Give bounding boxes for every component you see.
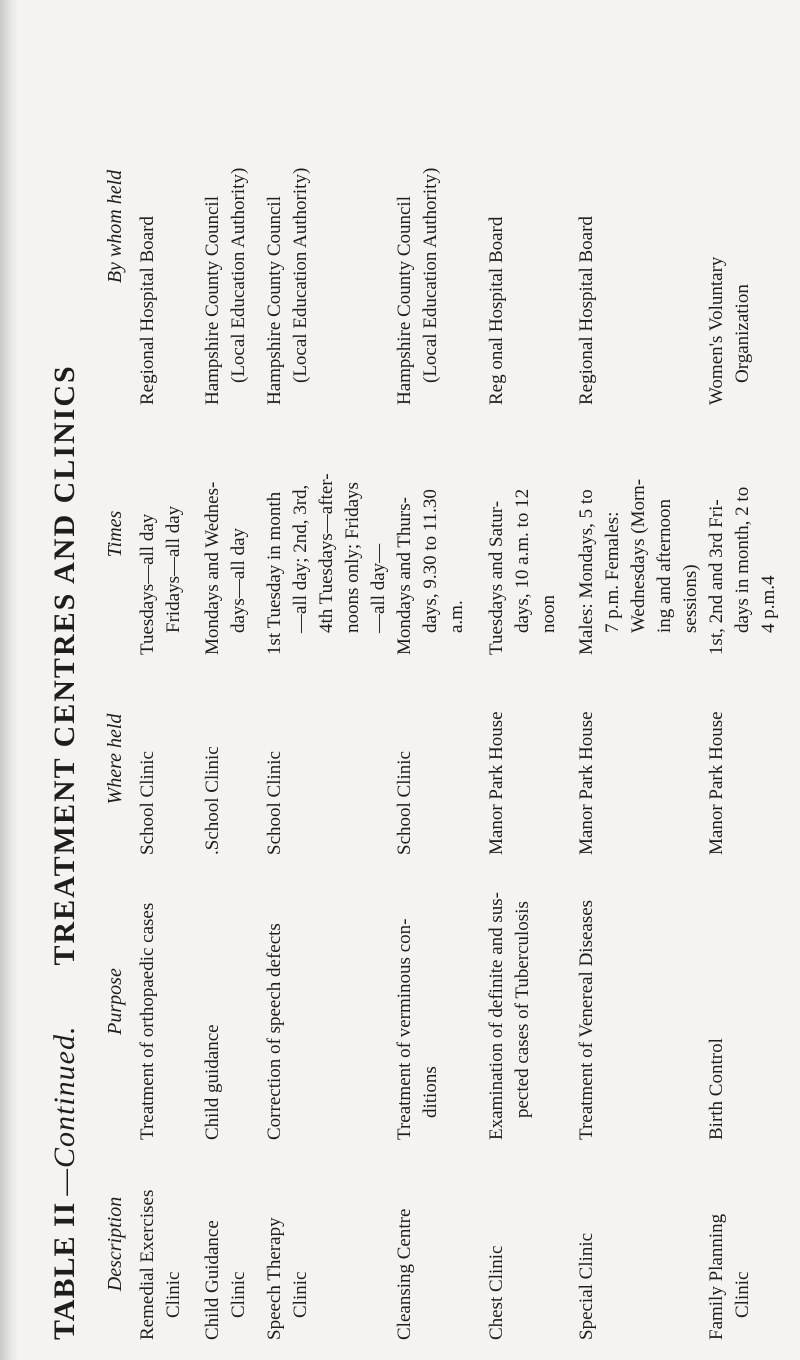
cell-times-line: 7 p.m. Females: [602, 511, 623, 633]
cell-times-line: a.m. [446, 600, 467, 633]
cell-times-line: Mondays and Wednes- [202, 481, 223, 655]
cell-by-whom-held [262, 40, 392, 405]
cell-by-whom-held-line: Hampshire County Council [202, 196, 223, 405]
cell-by-whom-held-line: (Local Education Authority) [228, 167, 249, 383]
cell-by-whom-held [704, 40, 800, 405]
header-purpose: Purpose [103, 968, 126, 1035]
cell-times-line: noon [538, 595, 559, 633]
cell-times-line: 4 p.m.4 [758, 575, 779, 633]
table-row [262, 40, 392, 1340]
header-by-whom-held: By whom held [103, 169, 126, 284]
cell-times-line: days—all day [228, 527, 249, 633]
cell-where-held [574, 655, 704, 855]
cell-times [484, 405, 574, 655]
cell-purpose-line: pected cases of Tuberculosis [512, 901, 533, 1118]
cell-description [484, 1140, 574, 1340]
cell-purpose-line: Birth Control [706, 1038, 727, 1140]
cell-description-line: Remedial Exercises [137, 1189, 158, 1340]
cell-purpose [262, 855, 392, 1140]
table-row [392, 40, 484, 1340]
table-body [135, 40, 800, 1340]
continued-label: —Continued. [48, 1025, 81, 1196]
rotated-table-page [35, 40, 785, 1340]
cell-where-held-line: Manor Park House [576, 711, 597, 855]
cell-by-whom-held-line: Hampshire County Council [394, 196, 415, 405]
cell-times-line: Fridays—all day [163, 505, 184, 633]
cell-purpose [135, 855, 200, 1140]
cell-where-held-line: School Clinic [394, 751, 415, 855]
cell-by-whom-held-line: Women's Voluntary [706, 256, 727, 405]
table-row [135, 40, 200, 1340]
cell-by-whom-held [392, 40, 484, 405]
cell-by-whom-held-line: Hampshire County Council [264, 196, 285, 405]
cell-times-line: days, 9.30 to 11.30 [420, 489, 441, 633]
cell-description [262, 1140, 392, 1340]
cell-purpose [704, 855, 800, 1140]
table-heading: TREATMENT CENTRES AND CLINICS [48, 364, 81, 966]
cell-description-line: Chest Clinic [486, 1245, 507, 1340]
cell-description-line: Clinic [228, 1271, 249, 1318]
cell-purpose-line: Examination of definite and sus- [486, 892, 507, 1140]
cell-description-line: Speech Therapy [264, 1217, 285, 1340]
cell-where-held-line: Manor Park House [706, 711, 727, 855]
cell-by-whom-held-line: (Local Education Authority) [420, 167, 441, 383]
cell-purpose-line: ditions [420, 1066, 441, 1118]
cell-times-line: Tuesdays—all day [137, 513, 158, 655]
cell-purpose-line: Child guidance [202, 1024, 223, 1140]
cell-times-line: days, 10 a.m. to 12 [512, 488, 533, 633]
cell-purpose [574, 855, 704, 1140]
cell-description-line: Cleansing Centre [394, 1208, 415, 1340]
cell-by-whom-held [135, 40, 200, 405]
cell-times-line: Wednesdays (Morn- [628, 478, 649, 633]
cell-where-held [704, 655, 800, 855]
cell-by-whom-held [574, 40, 704, 405]
cell-description [704, 1140, 800, 1340]
table-row [200, 40, 262, 1340]
cell-times [392, 405, 484, 655]
cell-description-line: Child Guidance [202, 1220, 223, 1340]
cell-times-line: Males: Mondays, 5 to [576, 489, 597, 655]
cell-by-whom-held-line: Organization [732, 284, 753, 383]
cell-purpose-line: Correction of speech defects [264, 923, 285, 1140]
cell-times [135, 405, 200, 655]
cell-where-held-line: School Clinic [264, 751, 285, 855]
table-row [574, 40, 704, 1340]
scan-edge [0, 0, 18, 1360]
table-row [704, 40, 800, 1340]
cell-purpose [392, 855, 484, 1140]
cell-times-line: days in month, 2 to [732, 486, 753, 633]
cell-purpose-line: Treatment of orthopaedic cases [137, 902, 158, 1140]
cell-description-line: Clinic [732, 1271, 753, 1318]
cell-description-line: Clinic [290, 1271, 311, 1318]
cell-where-held [200, 655, 262, 855]
cell-times-line: Tuesdays and Satur- [486, 500, 507, 655]
header-description: Description [103, 1196, 126, 1292]
cell-by-whom-held [200, 40, 262, 405]
cell-where-held [262, 655, 392, 855]
cell-times [262, 405, 392, 655]
cell-where-held [392, 655, 484, 855]
table-number: TABLE II [48, 1201, 81, 1340]
cell-description-line: Special Clinic [576, 1232, 597, 1340]
cell-description-line: Clinic [163, 1271, 184, 1318]
header-where-held: Where held [103, 713, 126, 805]
cell-where-held [484, 655, 574, 855]
cell-times [200, 405, 262, 655]
cell-where-held-line: School Clinic [137, 751, 158, 855]
cell-where-held-line: .School Clinic [202, 746, 223, 855]
table-title [35, 40, 95, 1340]
cell-by-whom-held-line: Regional Hospital Board [576, 216, 597, 405]
cell-purpose [200, 855, 262, 1140]
cell-times [704, 405, 800, 655]
cell-by-whom-held-line: Regional Hospital Board [137, 216, 158, 405]
cell-times [574, 405, 704, 655]
cell-purpose-line: Treatment of verminous con- [394, 918, 415, 1140]
cell-purpose-line: Treatment of Venereal Diseases [576, 899, 597, 1140]
column-headers [95, 40, 135, 1340]
cell-by-whom-held [484, 40, 574, 405]
cell-where-held-line: Manor Park House [486, 711, 507, 855]
cell-times-line: Mondays and Thurs- [394, 497, 415, 655]
table-row [484, 40, 574, 1340]
cell-description [200, 1140, 262, 1340]
header-times: Times [103, 510, 126, 558]
cell-description [392, 1140, 484, 1340]
cell-times-line: ing and afternoon [654, 498, 675, 633]
cell-by-whom-held-line: (Local Education Authority) [290, 167, 311, 383]
cell-times-line: 1st Tuesday in month [264, 491, 285, 655]
cell-description-line: Family Planning [706, 1213, 727, 1340]
cell-where-held [135, 655, 200, 855]
cell-times-line: sessions) [680, 564, 701, 633]
cell-description [574, 1140, 704, 1340]
cell-by-whom-held-line: Reg onal Hospital Board [486, 216, 507, 405]
cell-times-line: —all day— [368, 543, 389, 633]
cell-times-line: 1st, 2nd and 3rd Fri- [706, 499, 727, 655]
cell-times-line: —all day; 2nd, 3rd, [290, 484, 311, 633]
cell-purpose [484, 855, 574, 1140]
cell-description [135, 1140, 200, 1340]
cell-times-line: 4th Tuesdays—after- [316, 473, 337, 633]
cell-times-line: noons only; Fridays [342, 482, 363, 633]
